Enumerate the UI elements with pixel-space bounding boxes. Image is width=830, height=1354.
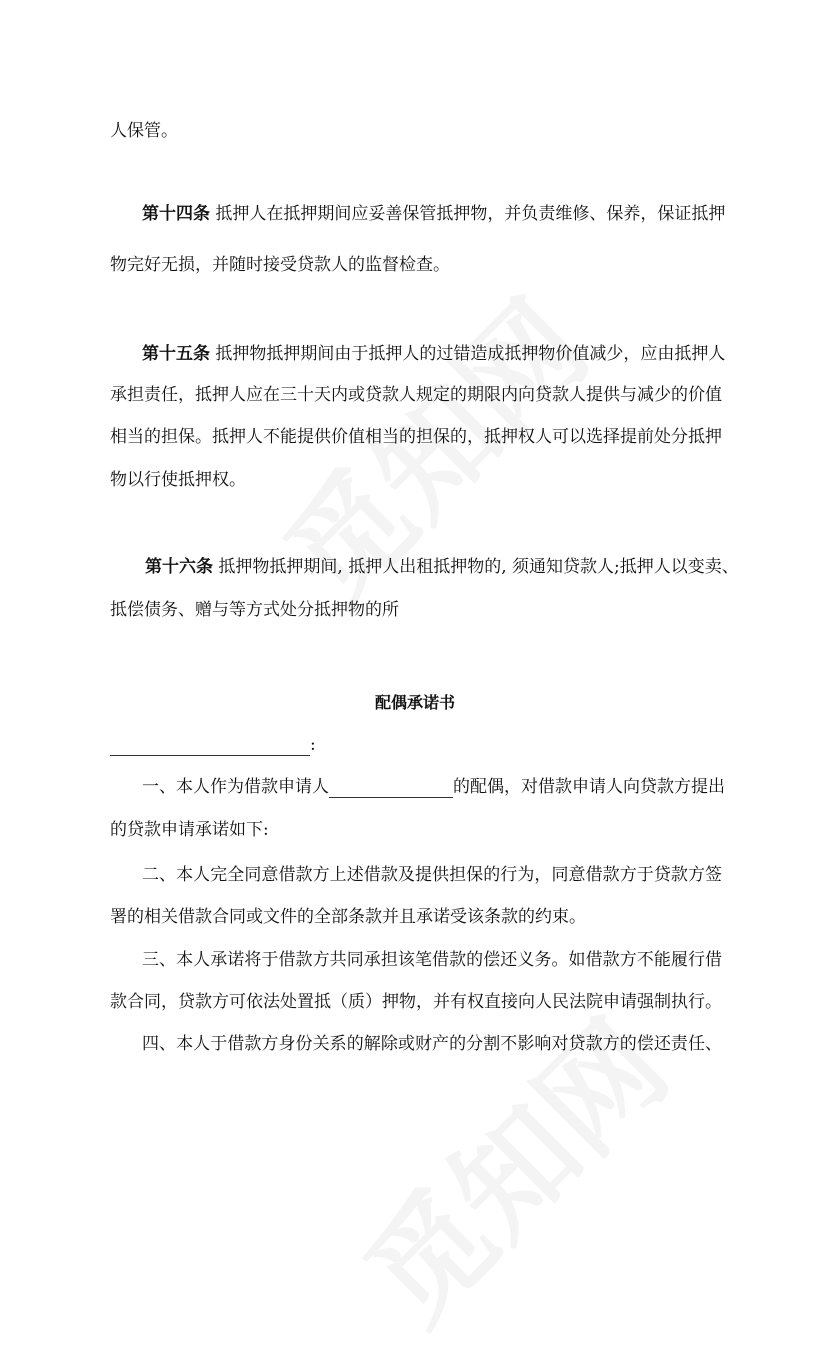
clause-2-line: 二、本人完全同意借款方上述借款及提供担保的行为，同意借款方于贷款方签 (142, 865, 722, 885)
text-line: 款合同，贷款方可依法处置抵（质）押物，并有权直接向人民法院申请强制执行。 (110, 992, 722, 1012)
text-line: 人保管。 (110, 121, 178, 141)
article-heading: 第十六条 (145, 557, 213, 577)
colon: : (310, 735, 316, 755)
article-14-line (142, 203, 726, 225)
clause-3-line: 三、本人承诺将于借款方共同承担该笔借款的偿还义务。如借款方不能履行借 (142, 950, 722, 970)
addressee-blank[interactable] (110, 737, 310, 756)
article-heading: 第十五条 (142, 344, 210, 364)
text-line: 的贷款申请承诺如下: (110, 820, 269, 840)
clause-1-line (142, 776, 725, 798)
article-heading: 第十四条 (142, 204, 210, 224)
salutation-line (110, 734, 722, 756)
document-title: 配偶承诺书 (374, 693, 455, 712)
text-line: 抵偿债务、赠与等方式处分抵押物的所 (110, 600, 399, 620)
text: 抵押物抵押期间, 抵押人出租抵押物的, 须通知贷款人;抵押人以变卖、 (218, 557, 739, 577)
text-line: 相当的担保。抵押人不能提供价值相当的担保的，抵押权人可以选择提前处分抵押 (110, 427, 722, 447)
text: 一、本人作为借款申请人 (142, 777, 329, 797)
applicant-name-blank[interactable] (329, 779, 453, 798)
text-line: 物完好无损，并随时接受贷款人的监督检查。 (110, 255, 450, 275)
clause-4-line: 四、本人于借款方身份关系的解除或财产的分割不影响对贷款方的偿还责任、 (142, 1034, 722, 1054)
article-16-line (145, 556, 739, 578)
text-line: 承担责任，抵押人应在三十天内或贷款人规定的期限内向贷款人提供与减少的价值 (110, 385, 722, 405)
text-line: 署的相关借款合同或文件的全部条款并且承诺受该条款的约束。 (110, 907, 586, 927)
text: 抵押人在抵押期间应妥善保管抵押物，并负责维修、保养，保证抵押 (215, 204, 726, 224)
text-line: 物以行使抵押权。 (110, 470, 246, 490)
text: 的配偶，对借款申请人向贷款方提出 (453, 777, 725, 797)
article-15-line (142, 343, 726, 365)
text: 抵押物抵押期间由于抵押人的过错造成抵押物价值减少，应由抵押人 (215, 344, 726, 364)
